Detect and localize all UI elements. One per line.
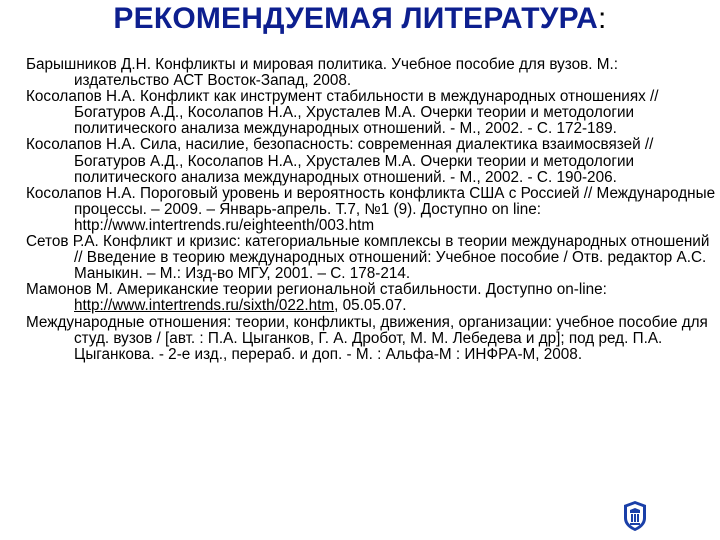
page-title-colon: : [598, 2, 607, 35]
reference-6-link[interactable]: http://www.intertrends.ru/sixth/022.htm [74, 297, 335, 315]
reference-item-7: Международные отношения: теории, конфликты, движения, организации: учебное пособие для студ. вузов / [авт. : П.А. Цыганков, Г. А. Дробот, М. М. Лебедева и др]; под ред. П.А. Цыганкова. - 2-е изд., перераб. и доп. - М. : Альфа-М : ИНФРА-М, 2008. [26, 313, 708, 363]
reference-item-3: Косолапов Н.А. Сила, насилие, безопасность: современная диалектика взаимосвязей // Богатуров А.Д., Косолапов Н.А., Хрусталев М.А. Очерки теории и методологии политического анализа международных отношений. ‑ М., 2002. ‑ С. 190-206. [26, 136, 654, 186]
reference-6-text: Мамонов М. Американские теории региональной стабильности. Доступно on-line: [26, 281, 607, 299]
reference-item-1: Барышников Д.Н. Конфликты и мировая политика. Учебное пособие для вузов. М.: издательство АСТ Восток-Запад, 2008. [26, 56, 619, 90]
reference-item-5: Сетов Р.А. Конфликт и кризис: категориальные комплексы в теории международных отношений // Введение в теорию международных отношений: Учебное пособие / Отв. редактор А.С. Маныкин. – М.: Изд-во МГУ, 2001. – С. 178-214. [26, 233, 710, 283]
reference-list [26, 57, 716, 363]
page-title-text: РЕКОМЕНДУЕМАЯ ЛИТЕРАТУРА [113, 2, 599, 35]
reference-item-2: Косолапов Н.А. Конфликт как инструмент стабильности в международных отношениях // Богатуров А.Д., Косолапов Н.А., Хрусталев М.А. Очерки теории и методологии политического анализа международных отношений. ‑ М., 2002. ‑ С. 172-189. [26, 88, 659, 138]
reference-item-6 [26, 282, 716, 314]
reference-6-date: , 05.05.07. [334, 297, 407, 315]
university-emblem-icon [622, 500, 648, 532]
reference-item-4: Косолапов Н.А. Пороговый уровень и вероятность конфликта США с Россией // Международные процессы. – 2009. – Январь-апрель. Т.7, №1 (9). Доступно on line: http://www.intertrends.ru/eighteenth/003.htm [26, 184, 716, 234]
page-title [0, 2, 720, 36]
